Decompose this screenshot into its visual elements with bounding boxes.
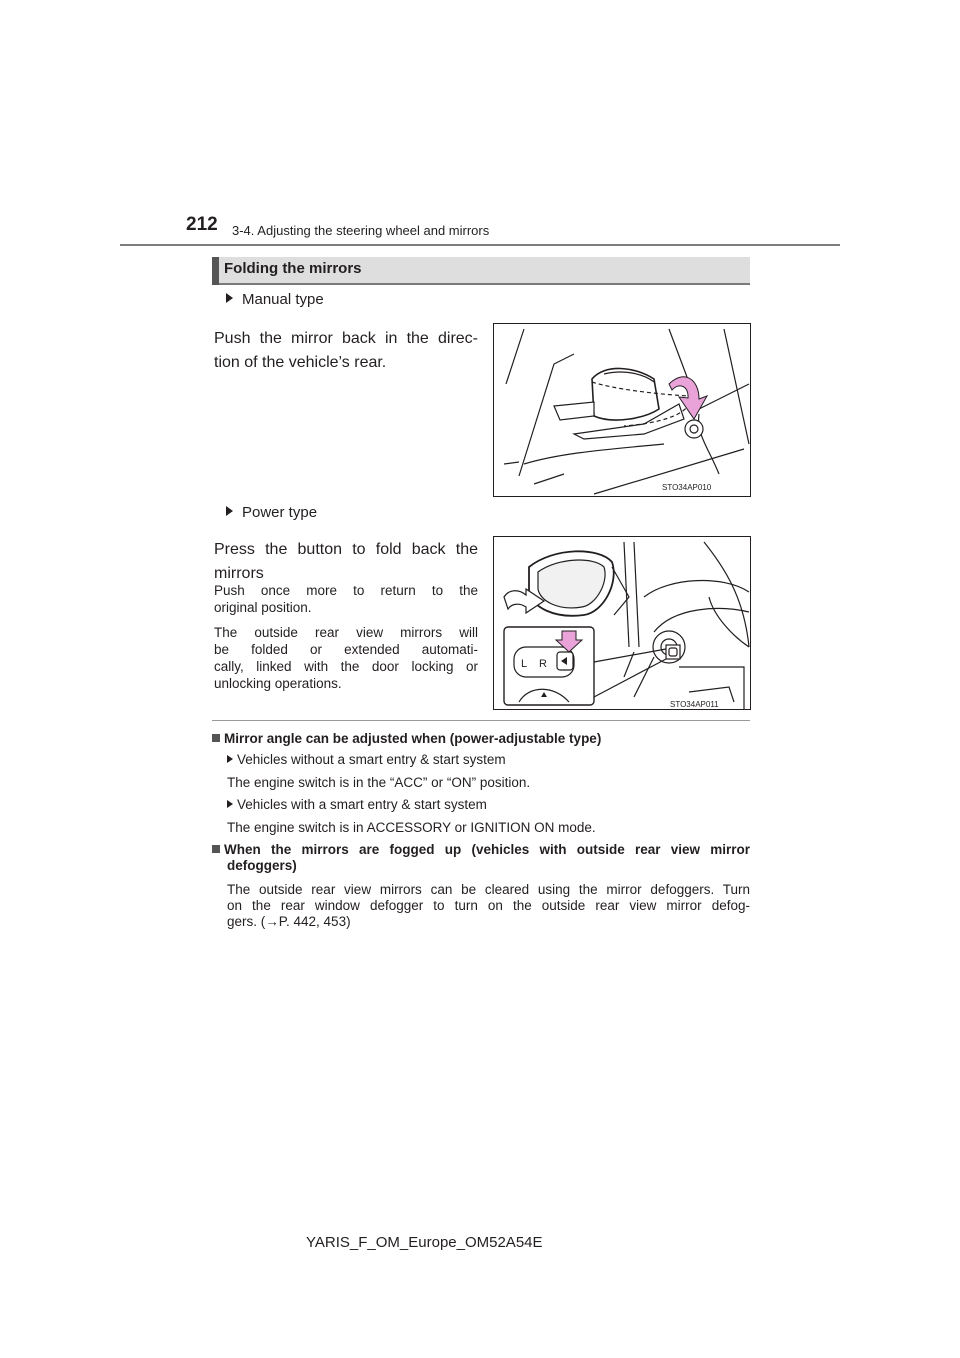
manual-instruction-line1: Push the mirror back in the direc- — [214, 330, 478, 347]
note-1-text1: The engine switch is in the “ACC” or “ON” position. — [227, 775, 531, 790]
power-note-2-line4: unlocking operations. — [214, 676, 342, 691]
manual-instruction — [214, 327, 478, 375]
triangle-bullet-icon — [227, 800, 233, 808]
header-rule — [120, 244, 840, 246]
power-instruction-line2: mirrors — [214, 565, 264, 582]
square-bullet-icon — [212, 734, 220, 742]
power-mirror-figure — [493, 536, 751, 710]
note-2-title-line1: When the mirrors are fogged up (vehicles with outside rear view mirror — [224, 842, 750, 857]
manual-mirror-figure — [493, 323, 751, 497]
note-1-sub2: Vehicles with a smart entry & start system — [237, 797, 487, 812]
power-note-2-line3: cally, linked with the door locking or — [214, 659, 478, 674]
note-2-text-line2: on the rear window defogger to turn on the outside rear view mirror defog- — [227, 898, 750, 913]
power-note-2 — [214, 624, 478, 692]
note-2-title-line1-row — [212, 842, 750, 858]
running-header: 3-4. Adjusting the steering wheel and mirrors — [232, 223, 490, 238]
power-type-label: Power type — [242, 504, 318, 521]
note-2-text-line1: The outside rear view mirrors can be cleared using the mirror defoggers. Turn — [227, 882, 750, 897]
square-bullet-icon — [212, 845, 220, 853]
triangle-bullet-icon — [227, 755, 233, 763]
note-2-text-line3: gers. (→P. 442, 453) — [227, 914, 351, 929]
manual-mirror-illustration — [494, 324, 750, 496]
triangle-bullet-icon — [226, 506, 233, 516]
page-number: 212 — [186, 214, 218, 235]
switch-right-label: R — [539, 658, 547, 670]
section-title-bar — [212, 257, 750, 285]
triangle-bullet-icon — [226, 293, 233, 303]
note-2-title — [212, 842, 750, 874]
notes-separator-rule — [212, 720, 750, 721]
power-instruction — [214, 538, 478, 586]
power-figure-code: STO34AP011 — [670, 700, 719, 709]
note-1-title-row — [212, 731, 750, 747]
power-type-label-row — [226, 504, 317, 521]
note-1-text2: The engine switch is in ACCESSORY or IGNITION ON mode. — [227, 820, 596, 835]
power-instruction-line1: Press the button to fold back the — [214, 541, 478, 558]
power-note-2-line2: be folded or extended automati- — [214, 642, 478, 657]
note-1-sub1: Vehicles without a smart entry & start system — [237, 752, 506, 767]
document-footer-code: YARIS_F_OM_Europe_OM52A54E — [306, 1234, 543, 1251]
section-bar-marker — [212, 257, 219, 285]
section-title: Folding the mirrors — [224, 260, 362, 277]
switch-left-label: L — [521, 658, 528, 670]
note-2-title-line2: defoggers) — [227, 858, 297, 873]
power-mirror-illustration — [494, 537, 750, 709]
power-note-1-line1: Push once more to return to the — [214, 583, 478, 598]
note-2-text — [227, 882, 750, 930]
manual-type-label-row — [226, 291, 324, 308]
power-note-1 — [214, 582, 478, 616]
power-note-1-line2: original position. — [214, 600, 312, 615]
note-1-sub2-row — [227, 797, 487, 813]
manual-instruction-line2: tion of the vehicle’s rear. — [214, 354, 387, 371]
manual-type-label: Manual type — [242, 291, 324, 308]
manual-figure-code: STO34AP010 — [662, 483, 712, 492]
note-1-sub1-row — [227, 752, 506, 768]
note-1-title: Mirror angle can be adjusted when (power-adjustable type) — [224, 731, 602, 746]
power-note-2-line1: The outside rear view mirrors will — [214, 625, 478, 640]
